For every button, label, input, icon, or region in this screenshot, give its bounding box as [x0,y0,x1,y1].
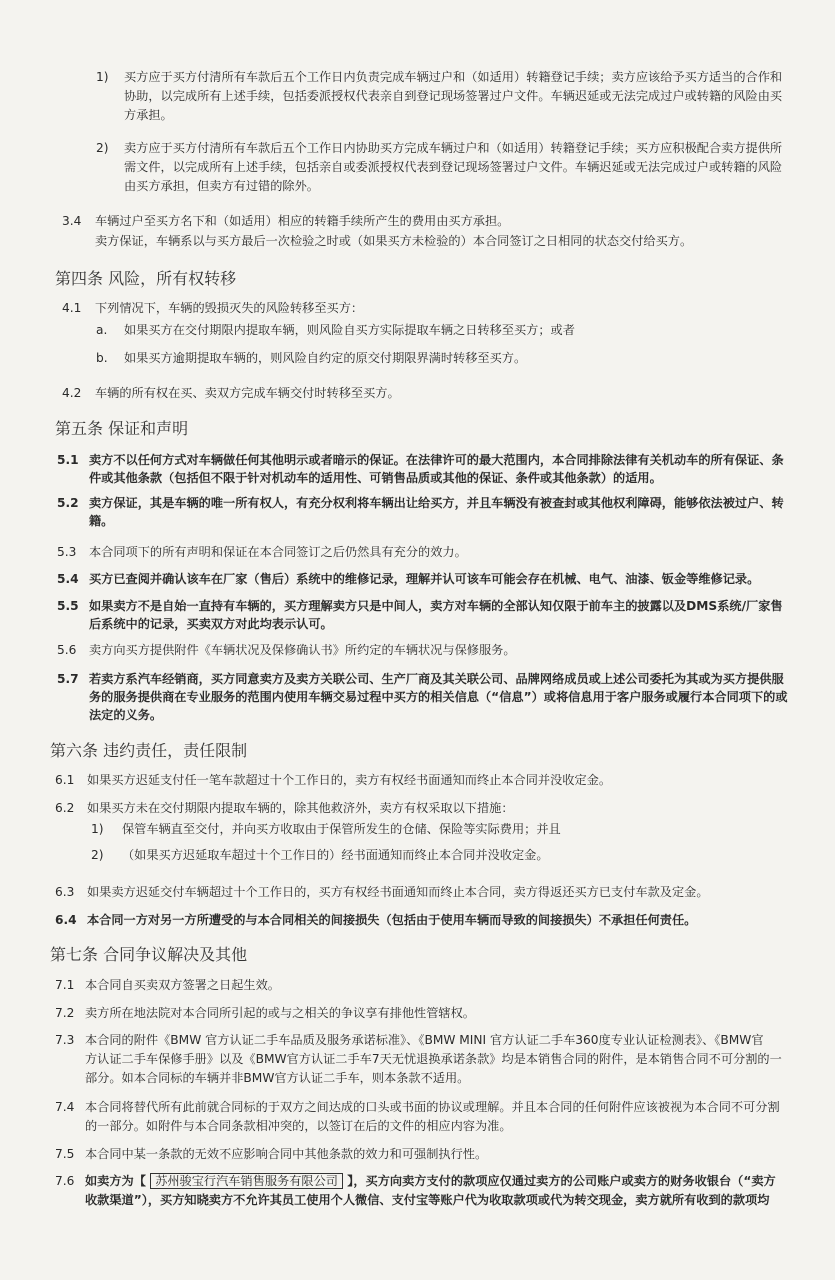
clause-number: 6.4 [55,913,77,927]
clause-number: 7.6 [55,1174,75,1188]
clause-number: 7.4 [55,1100,75,1114]
seller-company-name: 苏州骏宝行汽车销售服务有限公司 [150,1173,343,1189]
clause-text [85,1172,776,1191]
list-marker: 1) [91,822,104,836]
clause-text: （如果买方迟延取车超过十个工作日的）经书面通知而终止本合同并没收定金。 [122,848,549,862]
clause-text: 方认证二手车保修手册》以及《BMW官方认证二手车7天无忧退换承诺条款》均是本销售合同的附件，是本销售合同不可分割的一 [85,1052,782,1066]
clause-text: 件或其他条款（包括但不限于针对机动车的适用性、可销售品质或其他的保证、条件或其他条款）的适用。 [89,471,662,485]
clause-text: 后系统中的记录，买卖双方对此均表示认可。 [89,617,333,631]
clause-text: 卖方保证，其是车辆的唯一所有权人，有充分权利将车辆出让给买方，并且车辆没有被查封或其他权利障碍，能够依法被过户、转 [89,496,784,510]
clause-text: 本合同一方对另一方所遭受的与本合同相关的间接损失（包括由于使用车辆而导致的间接损失）不承担任何责任。 [87,913,697,927]
clause-number: 7.2 [55,1006,75,1020]
clause-number: 3.4 [62,214,82,228]
clause-text-mid: 】，买方向卖方支付的款项应仅通过卖方的公司账户或卖方的财务收银台（“卖方 [347,1174,776,1188]
clause-number: 4.2 [62,386,82,400]
clause-text-pre: 如卖方为【 [85,1174,146,1188]
clause-number: 5.1 [57,453,79,467]
clause-number: 5.2 [57,496,79,510]
clause-text: 如果买方在交付期限内提取车辆，则风险自买方实际提取车辆之日转移至买方；或者 [124,323,575,337]
clause-text: 收款渠道”），买方知晓卖方不允许其员工使用个人微信、支付宝等账户代为收取款项或代为转交现金，卖方就所有收到的款项均 [85,1193,770,1207]
clause-text: 车辆的所有权在买、卖双方完成车辆交付时转移至买方。 [95,386,400,400]
clause-text: 部分。如本合同标的车辆并非BMW官方认证二手车，则本条款不适用。 [85,1071,470,1085]
clause-text: 买方已查阅并确认该车在厂家（售后）系统中的维修记录，理解并认可该车可能会存在机械、电气、油漆、钣金等维修记录。 [89,572,760,586]
list-marker: 2) [91,848,104,862]
clause-text: 卖方不以任何方式对车辆做任何其他明示或者暗示的保证。在法律许可的最大范围内，本合同排除法律有关机动车的所有保证、条 [89,453,784,467]
clause-text: 务的服务提供商在专业服务的范围内使用车辆交易过程中买方的相关信息（“信息”）或将信息用于客户服务或履行本合同项下的或 [89,690,788,704]
clause-text: 卖方应于买方付清所有车款后五个工作日内协助买方完成车辆过户和（如适用）转籍登记手续；买方应积极配合卖方提供所需文件，以完成所有上述手续，包括亲自或委派授权代表到登记现场签署过户文件。车辆迟延或无法完成过户或转籍的风险由买方承担，但卖方有过错的除外。 [124,141,783,193]
clause-text: 如果卖方不是自始一直持有车辆的，买方理解卖方只是中间人，卖方对车辆的全部认知仅限于前车主的披露以及DMS系统/厂家售 [89,599,783,613]
list-marker: 1) [96,70,109,84]
clause-number: 5.7 [57,672,79,686]
clause-number: 5.4 [57,572,79,586]
clause-text: 卖方向买方提供附件《车辆状况及保修确认书》所约定的车辆状况与保修服务。 [89,643,516,657]
clause-number: 6.3 [55,885,75,899]
clause-text: 本合同的附件《BMW 官方认证二手车品质及服务承诺标准》、《BMW MINI 官方认证二手车360度专业认证检测表》、《BMW官 [85,1033,764,1047]
clause-text: 如果买方逾期提取车辆的，则风险自约定的原交付期限界满时转移至买方。 [124,351,527,365]
clause-text: 籍。 [89,514,114,528]
clause-text: 如果买方迟延支付任一笔车款超过十个工作日的，卖方有权经书面通知而终止本合同并没收定金。 [87,773,612,787]
clause-text: 下列情况下，车辆的毁损灭失的风险转移至买方： [95,301,364,315]
clause-text: 本合同项下的所有声明和保证在本合同签订之后仍然具有充分的效力。 [89,545,467,559]
clause-number: 7.1 [55,978,75,992]
clause-number: 5.6 [57,643,77,657]
clause-text: 若卖方系汽车经销商，买方同意卖方及卖方关联公司、生产厂商及其关联公司、品牌网络成员或上述公司委托为其或为买方提供服 [89,672,784,686]
section-heading: 第七条 合同争议解决及其他 [50,945,248,964]
clause-text: 本合同将替代所有此前就合同标的于双方之间达成的口头或书面的协议或理解。并且本合同的任何附件应该被视为本合同不可分割 [85,1100,780,1114]
clause-number: 5.3 [57,545,77,559]
clause-text: 买方应于买方付清所有车款后五个工作日内负责完成车辆过户和（如适用）转籍登记手续；卖方应该给予买方适当的合作和协助，以完成所有上述手续，包括委派授权代表亲自到登记现场签署过户文件。车辆迟延或无法完成过户或转籍的风险由买方承担。 [124,70,783,122]
clause-text: 卖方保证，车辆系以与买方最后一次检验之时或（如果买方未检验的）本合同签订之日相同的状态交付给买方。 [95,234,693,248]
clause-text: 法定的义务。 [89,708,163,722]
section-heading: 第五条 保证和声明 [55,419,189,438]
clause-text: 如果买方未在交付期限内提取车辆的，除其他救济外，卖方有权采取以下措施： [87,801,514,815]
section-heading: 第六条 违约责任，责任限制 [50,741,248,760]
clause-number: 5.5 [57,599,79,613]
section-heading: 第四条 风险，所有权转移 [55,269,237,288]
list-marker: a. [96,323,108,337]
clause-text: 保管车辆直至交付，并向买方收取由于保管所发生的仓储、保险等实际费用；并且 [122,822,561,836]
clause-text: 如果卖方迟延交付车辆超过十个工作日的，买方有权经书面通知而终止本合同，卖方得返还买方已支付车款及定金。 [87,885,709,899]
list-marker: b. [96,351,108,365]
clause-text: 车辆过户至买方名下和（如适用）相应的转籍手续所产生的费用由买方承担。 [95,214,510,228]
clause-text: 本合同中某一条款的无效不应影响合同中其他条款的效力和可强制执行性。 [85,1147,488,1161]
clause-number: 6.2 [55,801,75,815]
clause-text: 卖方所在地法院对本合同所引起的或与之相关的争议享有排他性管辖权。 [85,1006,475,1020]
clause-number: 4.1 [62,301,82,315]
clause-number: 7.5 [55,1147,75,1161]
clause-text: 本合同自买卖双方签署之日起生效。 [85,978,280,992]
clause-number: 6.1 [55,773,75,787]
list-marker: 2) [96,141,109,155]
clause-number: 7.3 [55,1033,75,1047]
clause-text: 的一部分。如附件与本合同条款相冲突的，以签订在后的文件的相应内容为准。 [85,1119,512,1133]
